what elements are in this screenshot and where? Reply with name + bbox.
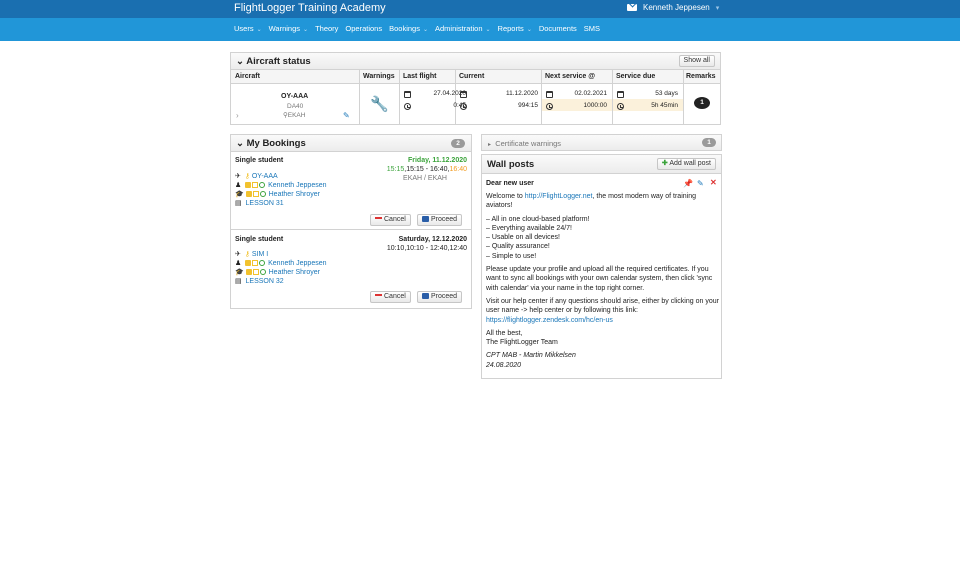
cancel-button[interactable]: Cancel	[370, 214, 411, 226]
booking-instructor	[235, 181, 327, 189]
nav-label: SMS	[583, 24, 601, 33]
aircraft-row	[231, 85, 720, 125]
refresh-icon	[260, 269, 266, 275]
delete-icon[interactable]: ✕	[710, 178, 717, 187]
top-bar	[0, 0, 960, 18]
col-last-flight: Last flight	[403, 73, 437, 80]
nav-item-sms[interactable]	[584, 24, 600, 33]
wall-post	[482, 174, 721, 378]
edit-pencil-icon[interactable]: ✎	[343, 111, 350, 120]
chevron-down-icon: ⌄	[256, 27, 262, 33]
col-warnings: Warnings	[363, 73, 395, 80]
booking-item[interactable]	[231, 231, 471, 309]
mail-icon	[253, 191, 259, 197]
service-due-days: 53 days	[655, 90, 678, 97]
post-signature: All the best, The FlightLogger Team	[486, 329, 558, 347]
status-icon	[245, 182, 251, 188]
key-icon: ⚷	[244, 173, 250, 180]
aircraft-base: ⚲EKAH	[283, 112, 306, 119]
current-hours: 994:15	[518, 102, 538, 109]
chevron-down-icon: ▾	[715, 4, 720, 12]
proceed-button[interactable]: Proceed	[417, 214, 462, 226]
book-icon: ▤	[235, 200, 242, 207]
nav-label: Users	[234, 24, 254, 33]
booking-time: 10:10,10:10 - 12:40,12:40	[386, 245, 467, 252]
booking-lesson	[235, 277, 284, 285]
proceed-icon	[422, 216, 429, 222]
wall-posts-title: Wall posts	[487, 159, 535, 170]
my-bookings-header	[231, 135, 471, 152]
app-title[interactable]: FlightLogger Training Academy	[234, 2, 386, 14]
lesson-link[interactable]: LESSON 31	[245, 200, 284, 207]
post-body	[486, 192, 719, 374]
cancel-button[interactable]: Cancel	[370, 291, 411, 303]
booking-type: Single student	[235, 236, 284, 243]
aircraft-link[interactable]: SIM I	[251, 251, 269, 258]
last-flight-date: 27.04.2020	[433, 90, 466, 97]
status-icon	[245, 260, 251, 266]
caret-right-icon: ▸	[488, 142, 492, 148]
graduation-cap-icon: 🎓	[235, 191, 244, 198]
nav-item-operations[interactable]	[345, 24, 382, 33]
proceed-button[interactable]: Proceed	[417, 291, 462, 303]
booking-type: Single student	[235, 157, 284, 164]
wrench-icon[interactable]: 🔧	[370, 96, 389, 113]
nav-item-users[interactable]	[234, 24, 262, 33]
flightlogger-link[interactable]: http://FlightLogger.net	[524, 193, 593, 200]
aircraft-link[interactable]: OY-AAA	[251, 173, 278, 180]
minus-icon	[375, 294, 382, 296]
chevron-down-icon: ⌄	[526, 27, 532, 33]
chevron-down-icon: ⌄	[303, 27, 309, 33]
mail-icon	[253, 269, 259, 275]
col-aircraft: Aircraft	[235, 73, 260, 80]
clock-icon	[404, 103, 411, 110]
post-paragraph: Please update your profile and upload all the required certificates. If you want to sync all bookings with your own calendar system, then click 'sync with calendar' via your name in the top right corner.	[486, 266, 713, 292]
booking-date: Friday, 11.12.2020	[407, 157, 467, 164]
nav-item-theory[interactable]	[315, 24, 338, 33]
location-pin-icon: ⚲	[283, 112, 288, 119]
book-icon: ▤	[235, 278, 242, 285]
status-icon	[246, 269, 252, 275]
lesson-link[interactable]: LESSON 32	[245, 278, 284, 285]
booking-date: Saturday, 12.12.2020	[398, 236, 467, 243]
student-link[interactable]: Heather Shroyer	[268, 269, 320, 276]
booking-instructor	[235, 259, 327, 267]
aircraft-status-panel	[230, 52, 721, 125]
main-nav	[0, 18, 960, 41]
person-icon: ♟	[235, 182, 242, 189]
show-all-button[interactable]: Show all	[679, 55, 715, 67]
nav-item-documents[interactable]	[539, 24, 577, 33]
nav-label: Bookings	[389, 24, 420, 33]
nav-items	[234, 24, 600, 33]
nav-label: Warnings	[268, 24, 301, 33]
nav-label: Documents	[538, 24, 577, 33]
edit-pencil-icon[interactable]: ✎	[697, 179, 704, 188]
help-center-link[interactable]: https://flightlogger.zendesk.com/hc/en-us	[486, 316, 613, 324]
status-icon	[246, 191, 252, 197]
calendar-icon	[617, 91, 624, 98]
booking-item[interactable]	[231, 152, 471, 230]
booking-student	[235, 268, 320, 276]
booking-lesson	[235, 199, 284, 207]
add-wall-post-button[interactable]: ✚ Add wall post	[657, 158, 716, 170]
post-heading: Dear new user	[486, 180, 534, 187]
refresh-icon	[259, 182, 265, 188]
bookings-count-badge: 2	[451, 139, 465, 148]
calendar-icon	[460, 91, 467, 98]
plus-icon: ✚	[661, 160, 668, 167]
booking-route: EKAH / EKAH	[403, 175, 447, 182]
booking-aircraft	[235, 172, 278, 180]
calendar-icon	[404, 91, 411, 98]
clock-icon	[546, 103, 553, 110]
aircraft-status-title[interactable]: ⌄ Aircraft status	[236, 56, 311, 67]
remarks-bubble-icon[interactable]: 1	[694, 97, 710, 109]
nav-item-bookings[interactable]	[389, 24, 428, 33]
current-date: 11.12.2020	[505, 90, 538, 97]
airplane-icon: ✈	[235, 173, 241, 180]
certificate-warnings-title[interactable]: ▸ Certificate warnings	[488, 139, 562, 148]
person-icon: ♟	[235, 260, 242, 267]
refresh-icon	[260, 191, 266, 197]
graduation-cap-icon: 🎓	[235, 269, 244, 276]
student-link[interactable]: Heather Shroyer	[268, 191, 320, 198]
aircraft-registration-link[interactable]: OY-AAA	[281, 93, 309, 100]
aircraft-status-header	[231, 53, 720, 70]
col-remarks: Remarks	[686, 73, 716, 80]
post-author: CPT MAB - Martin Mikkelsen 24.08.2020	[486, 352, 576, 369]
col-service-due: Service due	[616, 73, 656, 80]
nav-label: Operations	[345, 24, 383, 33]
refresh-icon	[259, 260, 265, 266]
my-bookings-panel	[230, 134, 472, 309]
nav-label: Administration	[434, 24, 483, 33]
service-due-time: 5h 45min	[651, 102, 678, 109]
last-flight-time: 0:45	[453, 102, 466, 109]
certificate-warnings-badge: 1	[702, 138, 716, 147]
user-name[interactable]: Kenneth Jeppesen	[643, 3, 710, 12]
nav-label: Theory	[315, 24, 339, 33]
mail-icon	[252, 260, 258, 266]
mail-icon	[252, 182, 258, 188]
my-bookings-title[interactable]: ⌄ My Bookings	[236, 138, 306, 149]
aircraft-model: DA40	[287, 103, 304, 110]
post-intro: Welcome to http://FlightLogger.net, the most modern way of training aviators!	[486, 193, 696, 210]
wall-posts-panel	[481, 154, 722, 379]
col-next-service: Next service @	[545, 73, 596, 80]
user-menu[interactable]	[627, 3, 719, 12]
expand-chevron-icon[interactable]: ›	[236, 111, 239, 120]
minus-icon	[375, 217, 382, 219]
post-paragraph: Visit our help center if any questions should arise, either by clicking on your user name -> help center or by following this link: https://flightlogger.zendesk.com/hc/en-us	[486, 297, 719, 324]
key-icon: ⚷	[244, 251, 250, 258]
booking-aircraft	[235, 250, 268, 258]
instructor-link[interactable]: Kenneth Jeppesen	[268, 260, 327, 267]
col-current: Current	[459, 73, 485, 80]
clock-icon	[617, 103, 624, 110]
proceed-icon	[422, 293, 429, 299]
mail-icon[interactable]	[627, 4, 637, 11]
clock-icon	[460, 103, 467, 110]
aircraft-table-header	[231, 70, 720, 84]
nav-label: Reports	[497, 24, 524, 33]
chevron-down-icon: ⌄	[485, 27, 491, 33]
certificate-warnings-panel[interactable]	[481, 134, 722, 151]
nav-item-administration[interactable]	[435, 24, 491, 33]
airplane-icon: ✈	[235, 251, 241, 258]
chevron-down-icon: ⌄	[422, 27, 428, 33]
post-bullets: – All in one cloud-based platform! – Everything available 24/7! – Usable on all devices! – Quality assurance! – Simple to use!	[486, 215, 590, 260]
instructor-link[interactable]: Kenneth Jeppesen	[268, 182, 327, 189]
booking-student	[235, 190, 320, 198]
wall-posts-header	[482, 155, 721, 174]
booking-time: 15:15,15:15 - 16:40,16:40	[386, 166, 467, 173]
pin-icon[interactable]: 📌	[683, 179, 693, 188]
next-service-date: 02.02.2021	[574, 90, 607, 97]
calendar-icon	[546, 91, 553, 98]
next-service-hours: 1000:00	[583, 102, 607, 109]
nav-item-warnings[interactable]	[269, 24, 308, 33]
nav-item-reports[interactable]	[498, 24, 532, 33]
